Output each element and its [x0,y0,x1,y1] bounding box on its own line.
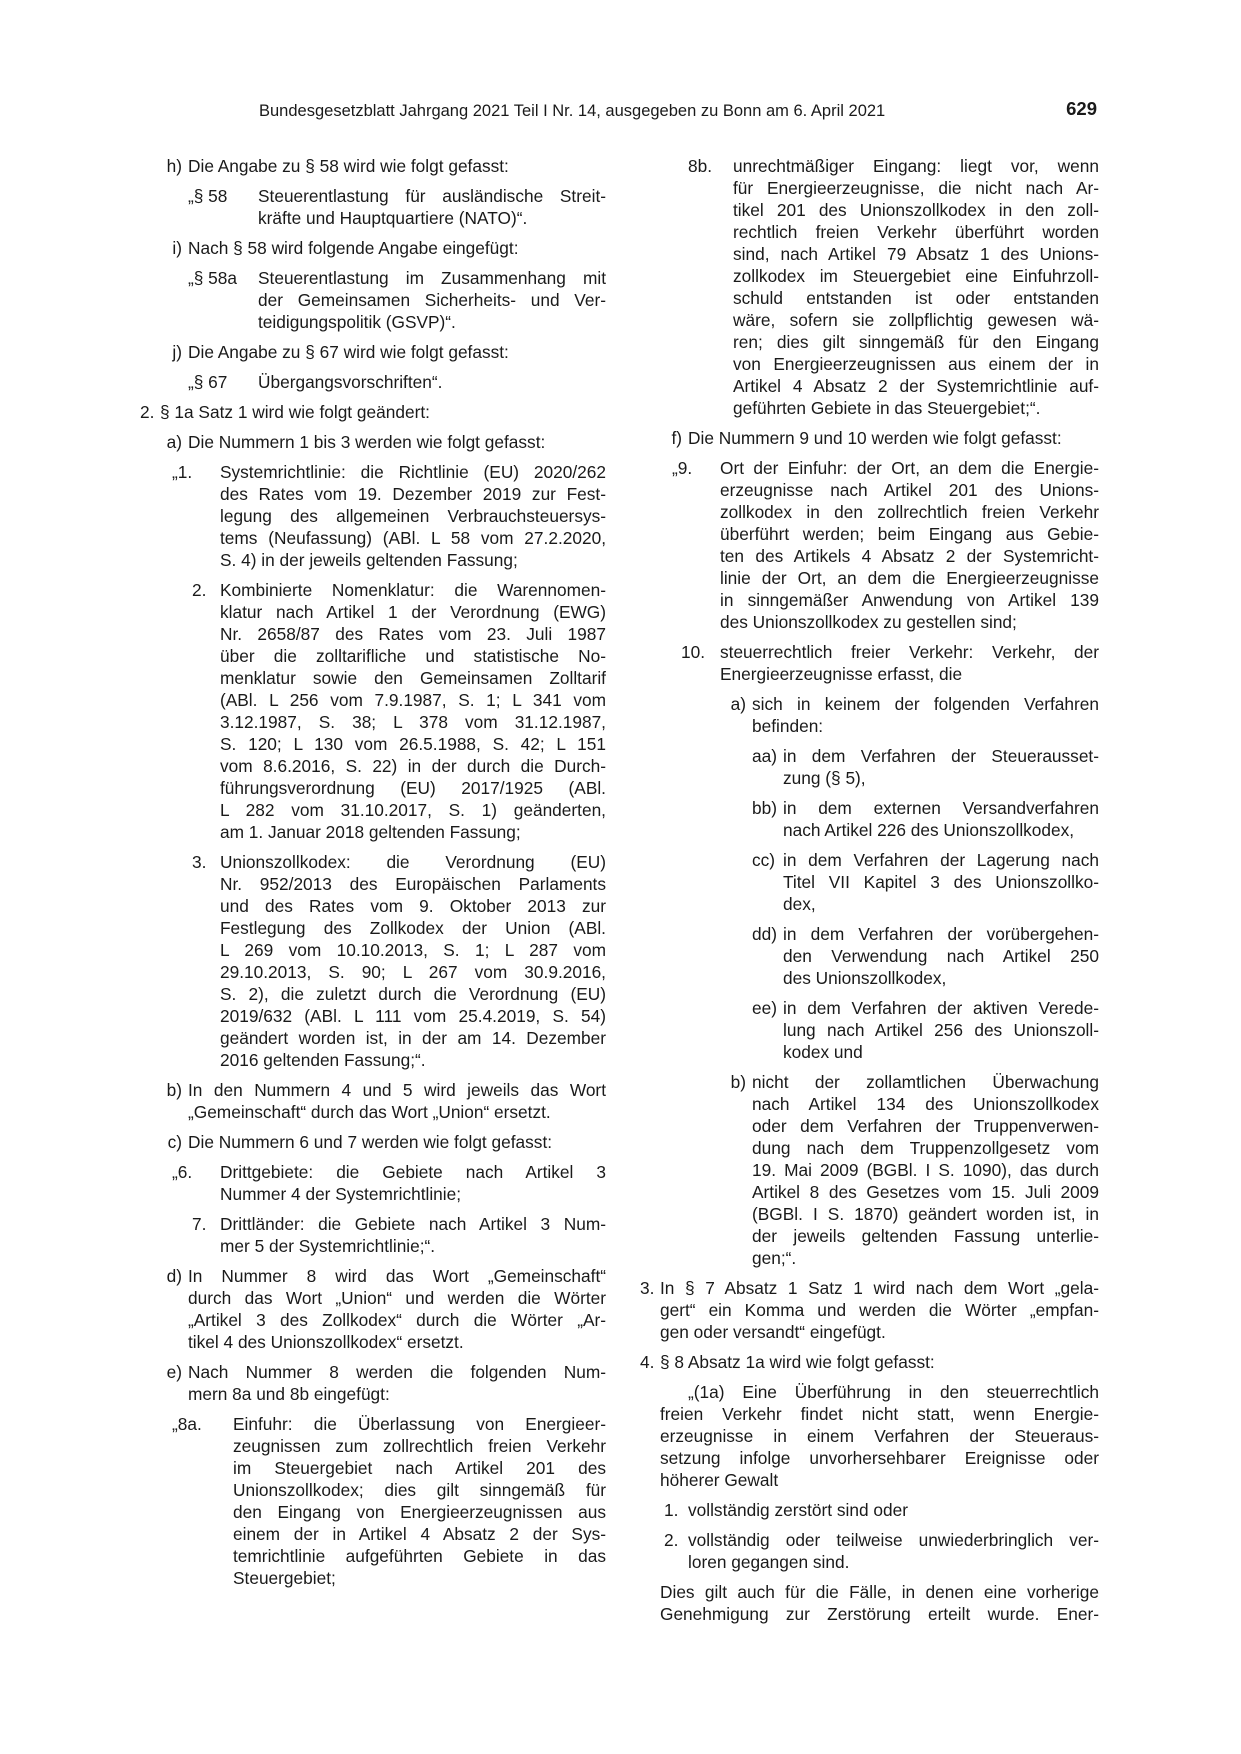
case-1 [640,1499,1099,1521]
text-line: tikel 4 des Unionszollkodex“ ersetzt. [188,1332,464,1352]
text-line: Energieerzeugnisse erfasst, die [720,664,963,684]
definition-8a [140,1413,606,1589]
text-line: zung (§ 5), [783,768,866,788]
text-line: klatur nach Artikel 1 der Verordnung (EWG) [220,602,606,622]
text-line: nach Artikel 226 des Unionszollkodex, [783,820,1075,840]
item-label: dd) [752,924,777,944]
text-line: 19. Mai 2009 (BGBl. I S. 1090), das durch [752,1160,1099,1180]
item-label: b) [730,1072,746,1092]
item-label: 2. [664,1530,679,1550]
text-line: erzeugnisse nach Artikel 201 des Unions- [720,480,1099,500]
text-line: 29.10.2013, S. 90; L 267 vom 30.9.2016, [220,962,606,982]
text-line: freien Verkehr findet nicht statt, wenn Energie- [660,1404,1099,1424]
text-line: in dem Verfahren der Steuerausset- [783,746,1099,766]
definition-9 [640,457,1099,633]
text-line: nicht der zollamtlichen Überwachung [752,1072,1099,1092]
page-header [259,100,1097,126]
text-line: „(1a) Eine Überführung in den steuerrechtlich [688,1382,1099,1402]
text-line: den Verwendung nach Artikel 250 [783,946,1099,966]
procedure-cc [640,849,1099,915]
text-line: befinden: [752,716,824,736]
text-line: Artikel 4 Absatz 2 der Systemrichtlinie auf- [733,376,1099,396]
item-label: d) [166,1266,182,1286]
text-line: gen;“. [752,1248,797,1268]
item-text: § 1a Satz 1 wird wie folgt geändert: [160,402,430,422]
item-text: vollständig zerstört sind oder [688,1500,908,1520]
item-3 [640,1277,1099,1343]
item-2 [140,401,606,423]
text-line: Dies gilt auch für die Fälle, in denen eine vorherige [660,1582,1099,1602]
item-text: Die Angabe zu § 58 wird wie folgt gefasst: [188,156,509,176]
text-line: kodex und [783,1042,863,1062]
text-line: legung des allgemeinen Verbrauchsteuersys- [220,506,606,526]
procedure-bb [640,797,1099,841]
text-line: L 269 vom 10.10.2013, S. 1; L 287 vom [220,940,606,960]
text-line: Steuergebiet; [233,1568,336,1588]
condition-b [640,1071,1099,1269]
item-label: 4. [640,1352,655,1372]
condition-a [640,693,1099,737]
text-line: in dem Verfahren der Lagerung nach [783,850,1099,870]
text-line: Kombinierte Nomenklatur: die Warennomen- [220,580,606,600]
text-line: 3.12.1987, S. 38; L 378 vom 31.12.1987, [220,712,606,732]
item-label: 10. [681,642,706,662]
text-line: höherer Gewalt [660,1470,779,1490]
text-line: S. 2), die zuletzt durch die Verordnung (EU) [220,984,606,1004]
text-line: lung nach Artikel 256 des Unionszoll- [783,1020,1099,1040]
text-line: am 1. Januar 2018 geltenden Fassung; [220,822,521,842]
text-line: Drittländer: die Gebiete nach Artikel 3 Num- [220,1214,606,1234]
text-line: Drittgebiete: die Gebiete nach Artikel 3 [220,1162,606,1182]
text-line: gert“ ein Komma und werden die Wörter „empfan- [660,1300,1099,1320]
quote-label: „§ 67 [188,372,228,392]
text-line: Einfuhr: die Überlassung von Energieer- [233,1414,606,1434]
text-line: Nach Nummer 8 werden die folgenden Num- [188,1362,606,1382]
item-text: Die Nummern 6 und 7 werden wie folgt gefasst: [188,1132,553,1152]
gazette-header: Bundesgesetzblatt Jahrgang 2021 Teil I Nr. 14, ausgegeben zu Bonn am 6. April 2021 [259,102,886,120]
text-line: In den Nummern 4 und 5 wird jeweils das Wort [188,1080,606,1100]
text-line: Unionszollkodex: die Verordnung (EU) [220,852,606,872]
text-line: loren gegangen sind. [688,1552,850,1572]
item-label: a) [166,432,182,452]
paragraph-1a [640,1381,1099,1491]
text-line: unrechtmäßiger Eingang: liegt vor, wenn [733,156,1099,176]
item-label: aa) [752,746,777,766]
text-line: „Artikel 3 des Zollkodex“ durch die Wörter „Ar- [188,1310,606,1330]
text-line: durch das Wort „Union“ und werden die Wörter [188,1288,606,1308]
item-label: bb) [752,798,777,818]
item-label: „1. [172,462,193,482]
item-label: „8a. [172,1414,202,1434]
text-line: oder dem Verfahren der Truppenverwen- [752,1116,1099,1136]
text-line: über die zolltarifliche und statistische No- [220,646,606,666]
text-line: setzung infolge unvorhersehbarer Ereignisse oder [660,1448,1099,1468]
text-line: Festlegung des Zollkodex der Union (ABl. [220,918,606,938]
item-label: i) [172,238,182,258]
text-line: (ABl. L 256 vom 7.9.1987, S. 1; L 341 vom [220,690,606,710]
text-line: einem der in Artikel 4 Absatz 2 der Sys- [233,1524,606,1544]
definition-10 [640,641,1099,685]
text-line: zollkodex im Steuergebiet eine Einfuhrzoll- [733,266,1099,286]
text-line: in dem externen Versandverfahren [783,798,1099,818]
item-label: ee) [752,998,777,1018]
item-label: „6. [172,1162,193,1182]
text-line: kräfte und Hauptquartiere (NATO)“. [258,208,528,228]
text-line: rechtlich freien Verkehr überführt worden [733,222,1099,242]
quote-58a [140,267,606,333]
text-line: sich in keinem der folgenden Verfahren [752,694,1099,714]
text-line: sind, nach Artikel 79 Absatz 1 des Unions- [733,244,1099,264]
text-line: zollkodex in den zollrechtlich freien Verkehr [720,502,1099,522]
text-line: steuerrechtlich freier Verkehr: Verkehr, der [720,642,1099,662]
text-line: Artikel 8 des Gesetzes vom 15. Juli 2009 [752,1182,1099,1202]
item-a [140,431,606,453]
item-text: Die Nummern 1 bis 3 werden wie folgt gefasst: [188,432,546,452]
text-line: L 282 vom 31.10.2017, S. 1) geänderten, [220,800,606,820]
text-line: vom 8.6.2016, S. 22) in der durch die Durch- [220,756,606,776]
page-number: 629 [1066,98,1097,119]
item-label: f) [671,428,682,448]
text-line: 2016 geltenden Fassung;“. [220,1050,426,1070]
text-line: Nummer 4 der Systemrichtlinie; [220,1184,462,1204]
text-line: der Gemeinsamen Sicherheits- und Ver- [258,290,606,310]
item-label: c) [167,1132,182,1152]
right-column [640,155,1099,1625]
item-b [140,1079,606,1123]
item-text: Nach § 58 wird folgende Angabe eingefügt: [188,238,519,258]
item-c [140,1131,606,1153]
definition-7 [140,1213,606,1257]
item-label: cc) [752,850,776,870]
text-line: teidigungspolitik (GSVP)“. [258,312,456,332]
text-line: des Unionszollkodex, [783,968,947,988]
text-line: Systemrichtlinie: die Richtlinie (EU) 2020/262 [220,462,606,482]
procedure-aa [640,745,1099,789]
text-line: überführt werden; beim Eingang aus Gebie- [720,524,1099,544]
item-label: b) [166,1080,182,1100]
procedure-dd [640,923,1099,989]
text-line: Steuerentlastung im Zusammenhang mit [258,268,606,288]
item-label: j) [172,342,182,362]
text-line: geführten Gebiete in das Steuergebiet;“. [733,398,1041,418]
item-text: § 8 Absatz 1a wird wie folgt gefasst: [660,1352,935,1372]
text-line: Steuerentlastung für ausländische Streit- [258,186,606,206]
item-label: 7. [192,1214,207,1234]
text-line: vollständig oder teilweise unwiederbringlich ver- [688,1530,1099,1550]
text-line: temrichtlinie aufgeführten Gebiete in das [233,1546,606,1566]
text-line: S. 4) in der jeweils geltenden Fassung; [220,550,518,570]
procedure-ee [640,997,1099,1063]
text-line: (BGBl. I S. 1870) geändert worden ist, in [752,1204,1099,1224]
text-line: geändert worden ist, in der am 14. Dezember [220,1028,606,1048]
text-line: Unionszollkodex; dies gilt sinngemäß für [233,1480,606,1500]
item-label: 8b. [688,156,713,176]
text-line: erzeugnisse in einem Verfahren der Steueraus- [660,1426,1099,1446]
definition-6 [140,1161,606,1205]
quote-58 [140,185,606,229]
item-text: Die Angabe zu § 67 wird wie folgt gefasst: [188,342,509,362]
item-e [140,1361,606,1405]
text-line: dex, [783,894,816,914]
text-line: in sinngemäßer Anwendung von Artikel 139 [720,590,1099,610]
text-line: 2019/632 (ABl. L 111 vom 25.4.2019, S. 54) [220,1006,606,1026]
quote-label: „§ 58 [188,186,228,206]
text-line: wäre, sofern sie zollpflichtig gewesen wä- [733,310,1099,330]
item-j [140,341,606,363]
text-line: für Energieerzeugnisse, die nicht nach Ar- [733,178,1099,198]
quote-67 [140,371,606,393]
text-line: in dem Verfahren der aktiven Verede- [783,998,1099,1018]
text-line: In Nummer 8 wird das Wort „Gemeinschaft“ [188,1266,606,1286]
item-label: h) [166,156,182,176]
item-d [140,1265,606,1353]
text-line: Nr. 952/2013 des Europäischen Parlaments [220,874,606,894]
item-label: 1. [664,1500,679,1520]
text-line: dung nach dem Truppenzollgesetz vom [752,1138,1099,1158]
item-label: e) [166,1362,182,1382]
text-line: schuld entstanden ist oder entstanden [733,288,1099,308]
item-label: 2. [192,580,207,600]
item-text: Die Nummern 9 und 10 werden wie folgt gefasst: [688,428,1062,448]
definition-3 [140,851,606,1071]
definition-8b [640,155,1099,419]
text-line: der jeweils geltenden Fassung unterlie- [752,1226,1099,1246]
definition-1 [140,461,606,571]
text-line: Genehmigung zur Zerstörung erteilt wurde. Ener- [660,1604,1099,1624]
text-line: und des Rates vom 9. Oktober 2013 zur [220,896,606,916]
text-line: ten des Artikels 4 Absatz 2 der Systemricht- [720,546,1099,566]
quote-label: „§ 58a [188,268,238,288]
text-line: im Steuergebiet nach Artikel 201 des [233,1458,606,1478]
left-column [140,155,606,1597]
text-line: ren; dies gilt sinngemäß für den Eingang [733,332,1099,352]
text-line: linie der Ort, an dem die Energieerzeugnisse [720,568,1099,588]
item-label: „9. [672,458,693,478]
text-line: den Eingang von Energieerzeugnissen aus [233,1502,606,1522]
text-line: tems (Neufassung) (ABl. L 58 vom 27.2.2020, [220,528,606,548]
text-line: Übergangsvorschriften“. [258,372,443,392]
item-i [140,237,606,259]
item-label: 3. [640,1278,655,1298]
text-line: von Energieerzeugnissen aus einem der in [733,354,1099,374]
text-line: zeugnissen zum zollrechtlich freien Verkehr [233,1436,606,1456]
text-line: Titel VII Kapitel 3 des Unionszollko- [783,872,1099,892]
text-line: gen oder versandt“ eingefügt. [660,1322,886,1342]
text-line: S. 120; L 130 vom 26.5.1988, S. 42; L 151 [220,734,606,754]
text-line: mern 8a und 8b eingefügt: [188,1384,390,1404]
text-line: führungsverordnung (EU) 2017/1925 (ABl. [220,778,606,798]
item-label: 3. [192,852,207,872]
text-line: nach Artikel 134 des Unionszollkodex [752,1094,1099,1114]
text-line: „Gemeinschaft“ durch das Wort „Union“ ersetzt. [188,1102,551,1122]
text-line: mer 5 der Systemrichtlinie;“. [220,1236,436,1256]
closing-paragraph [640,1581,1099,1625]
definition-2 [140,579,606,843]
item-h [140,155,606,177]
text-line: menklatur sowie den Gemeinsamen Zolltarif [220,668,606,688]
item-label: a) [730,694,746,714]
text-line: tikel 201 des Unionszollkodex in den zoll- [733,200,1099,220]
item-f [640,427,1099,449]
text-line: In § 7 Absatz 1 Satz 1 wird nach dem Wort „gela- [660,1278,1099,1298]
text-line: Ort der Einfuhr: der Ort, an dem die Energie- [720,458,1099,478]
text-line: des Unionszollkodex zu gestellen sind; [720,612,1017,632]
text-line: Nr. 2658/87 des Rates vom 23. Juli 1987 [220,624,606,644]
item-label: 2. [140,402,155,422]
text-line: in dem Verfahren der vorübergehen- [783,924,1099,944]
case-2 [640,1529,1099,1573]
item-4 [640,1351,1099,1373]
text-line: des Rates vom 19. Dezember 2019 zur Fest- [220,484,606,504]
